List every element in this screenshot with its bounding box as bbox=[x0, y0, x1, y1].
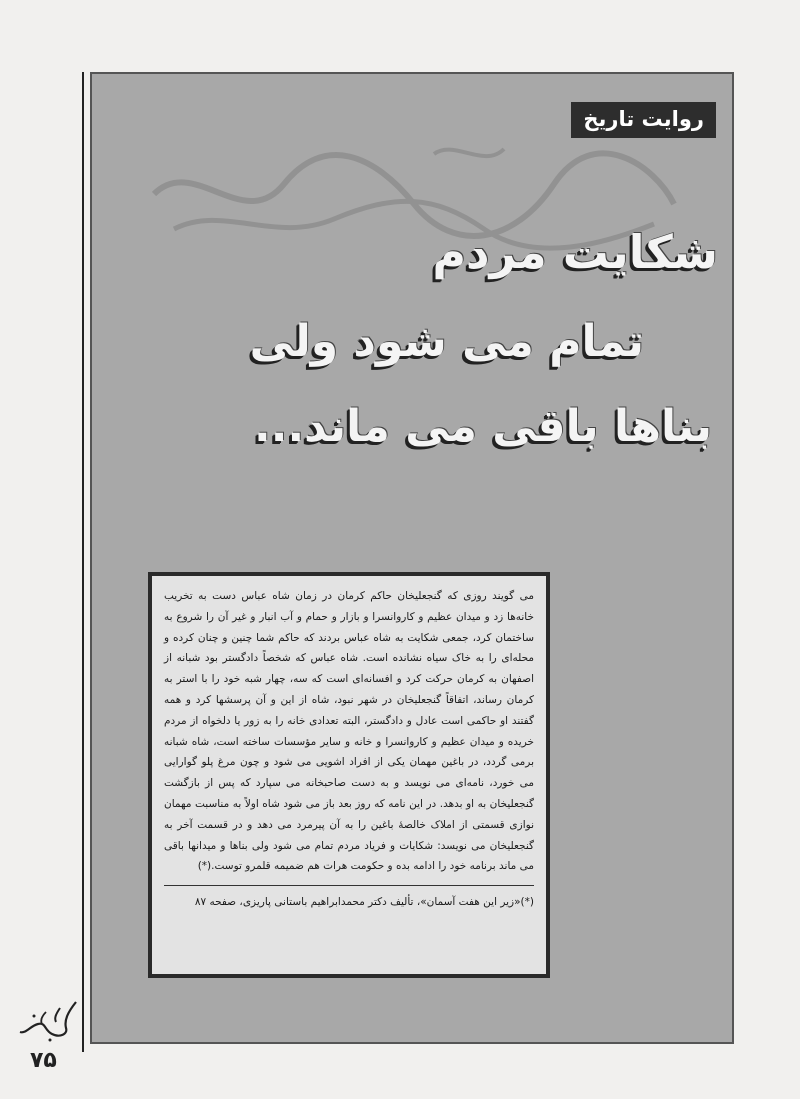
headline-line-1: شکایت مردم bbox=[432, 225, 718, 279]
article-footnote: (*)«زیر این هفت آسمان»، تألیف دکتر محمدابراهیم باستانی پاریزی، صفحه ۸۷ bbox=[194, 896, 534, 909]
article-body: می گویند روزی که گنجعلیخان حاکم کرمان در زمان شاه عباس دست به تخریب خانه‌ها زد و میدان عظیم و کاروانسرا و بازار و حمام و آب انبار و غیر آن را شروع به ساختمان کرد، جمعی شکایت به شاه عباس بردند که حاکم شما چنین و چنان کرده و محله‌ای را به خاک سیاه نشانده است. شاه عباس که شخصاً دادگستر بود شبانه از اصفهان به کرمان حرکت کرد و افسانه‌ای است که سه، چهار شبه خود را با استر به کرمان رساند، اتفاقاً گنجعلیخان در شهر نبود، شاه از این و آن پرسشها کرد و همه گفتند او حاکمی است عادل و دادگستر، البته تعدادی خانه را به زور یا دلخواه از مردم خریده و میدان عظیم و کاروانسرا و خانه و سایر مؤسسات ساخته است، شاه شبانه برمی گردد، در باغین مهمان یکی از افراد اشویی می شود و چون مرغ پلو گوارایی می خورد، نامه‌ای می نویسد و به دست صاحبخانه می سپارد که پس از بازگشت گنجعلیخان به او بدهد. در این نامه که روز بعد باز می شود شاه اولاً به مناسبت مهمان نوازی قسمتی از املاک خالصهٔ باغین را به آن پیرمرد می دهد و در قسمت آخر به گنجعلیخان می نویسد: شکایات و فریاد مردم تمام می شود ولی بناها و میدانها باقی می ماند برنامه خود را ادامه بده و حکومت هرات هم ضمیمه قلمرو توست.(*) bbox=[164, 590, 534, 873]
article-text-box bbox=[148, 572, 550, 978]
article-panel bbox=[90, 72, 734, 1044]
page-margin-rule bbox=[82, 72, 84, 1052]
page-number: ۷۵ bbox=[30, 1048, 57, 1073]
footnote-divider bbox=[164, 885, 534, 886]
headline-line-2: تمام می شود ولی bbox=[249, 316, 644, 367]
section-label: روایت تاریخ bbox=[571, 102, 716, 138]
headline-line-3: بناها باقی می ماند... bbox=[254, 401, 712, 452]
kerman-calligraphy-logo bbox=[16, 994, 82, 1044]
